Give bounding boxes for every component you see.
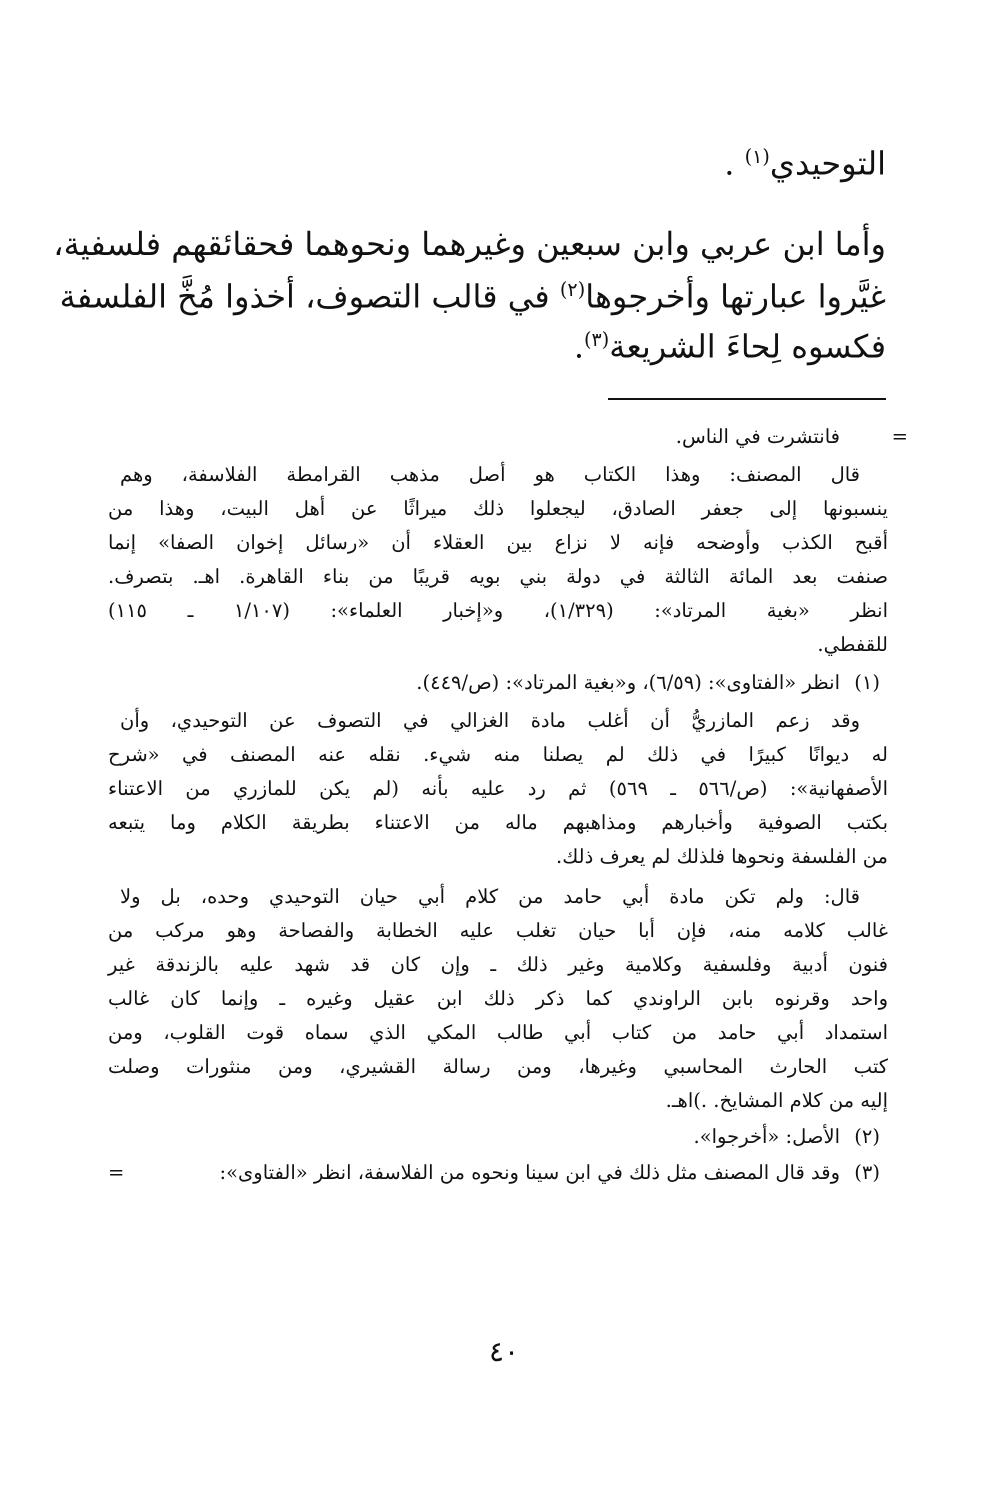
footnote-line: له ديوانًا كبيرًا في ذلك لم يصلنا منه شيء. نقله عنه المصنف في «شرح bbox=[108, 743, 888, 766]
punctuation: . bbox=[724, 144, 735, 183]
footnote-line: من الفلسفة ونحوها فلذلك لم يعرف ذلك. bbox=[556, 845, 888, 868]
footnote-separator bbox=[608, 398, 886, 400]
footnote-line: الأصفهانية»: (ص/٥٦٦ ـ ٥٦٩) ثم رد عليه بأنه (لم يكن للمازري من الاعتناء bbox=[108, 777, 889, 800]
footnote-line: كتب الحارث المحاسبي وغيرها، ومن رسالة القشيري، ومن منثورات وصلت bbox=[108, 1055, 888, 1078]
main-text: وأما ابن عربي وابن سبعين وغيرهما ونحوهما فحقائقهم فلسفية، bbox=[53, 225, 886, 263]
continuation-mark: = bbox=[891, 425, 908, 448]
footnote-ref-3: (٣) bbox=[583, 328, 610, 351]
main-line-2 bbox=[53, 222, 886, 266]
footnote-line: أقبح الكذب وأوضحه فإنه لا نزاع بين العقلاء أن «رسائل إخوان الصفا» إنما bbox=[108, 531, 888, 554]
footnote-line: ينسبونها إلى جعفر الصادق، ليجعلوا ذلك ميراثًا عن أهل البيت، وهذا من bbox=[108, 497, 888, 520]
footnote-line: انظر «بغية المرتاد»: (١/٣٢٩)، و«إخبار العلماء»: (١/١٠٧ ـ ١١٥) bbox=[108, 599, 888, 622]
footnote-number-1: (١) bbox=[854, 671, 880, 694]
footnote-line: إليه من كلام المشايخ. .)اهـ. bbox=[665, 1089, 888, 1112]
footnote-line: قال المصنف: وهذا الكتاب هو أصل مذهب القرامطة الفلاسفة، وهم bbox=[120, 463, 860, 486]
footnote-ref-1: (١) bbox=[744, 145, 770, 168]
main-text: فكسوه لِحاءَ الشريعة bbox=[609, 327, 886, 366]
main-text: غيَّروا عبارتها وأخرجوها bbox=[585, 277, 886, 316]
footnote-line: الأصل: «أخرجوا». bbox=[693, 1125, 840, 1148]
main-line-1 bbox=[724, 135, 886, 186]
footnote-line: صنفت بعد المائة الثالثة في دولة بني بويه قريبًا من بناء القاهرة. اهـ. بتصرف. bbox=[108, 565, 888, 588]
footnote-line: استمداد أبي حامد من كتاب أبي طالب المكي الذي سماه قوت القلوب، ومن bbox=[108, 1021, 888, 1044]
footnote-number-3: (٣) bbox=[854, 1161, 880, 1184]
continuation-mark: = bbox=[108, 1161, 125, 1184]
footnote-line: واحد وقرنوه بابن الراوندي كما ذكر ذلك ابن عقيل وغيره ـ وإنما كان غالب bbox=[108, 987, 888, 1010]
punctuation: . bbox=[573, 327, 584, 366]
footnote-line: قال: ولم تكن مادة أبي حامد من كلام أبي حيان التوحيدي وحده، بل ولا bbox=[120, 885, 860, 908]
main-line-3 bbox=[59, 268, 886, 319]
footnote-line: وقد قال المصنف مثل ذلك في ابن سينا ونحوه من الفلاسفة، انظر «الفتاوى»: bbox=[219, 1161, 840, 1184]
page-number: ٤٠ bbox=[488, 1335, 520, 1368]
footnote-line: وقد زعم المازريُّ أن أغلب مادة الغزالي في التصوف عن التوحيدي، وأن bbox=[120, 709, 860, 732]
main-text: في قالب التصوف، أخذوا مُخَّ الفلسفة bbox=[59, 277, 550, 316]
footnote-line: غالب كلامه منه، فإن أبا حيان تغلب عليه الخطابة والفصاحة وهو مركب من bbox=[108, 919, 888, 942]
footnote-ref-2: (٢) bbox=[559, 278, 586, 301]
main-line-4 bbox=[574, 318, 886, 369]
footnote-line: فانتشرت في الناس. bbox=[675, 425, 840, 448]
footnote-line: فنون أدبية وفلسفية وكلامية وغير ذلك ـ وإن كان قد شهد عليه بالزندقة غير bbox=[108, 953, 888, 976]
footnote-number-2: (٢) bbox=[854, 1125, 880, 1148]
footnote-line: انظر «الفتاوى»: (٦/٥٩)، و«بغية المرتاد»: (ص/٤٤٩). bbox=[416, 671, 840, 694]
footnote-line: للقفطي. bbox=[817, 633, 888, 656]
main-text-word: التوحيدي bbox=[769, 144, 886, 183]
footnote-line: بكتب الصوفية وأخبارهم ومذاهبهم ماله من الاعتناء بطريقة الكلام وما يتبعه bbox=[108, 811, 888, 834]
